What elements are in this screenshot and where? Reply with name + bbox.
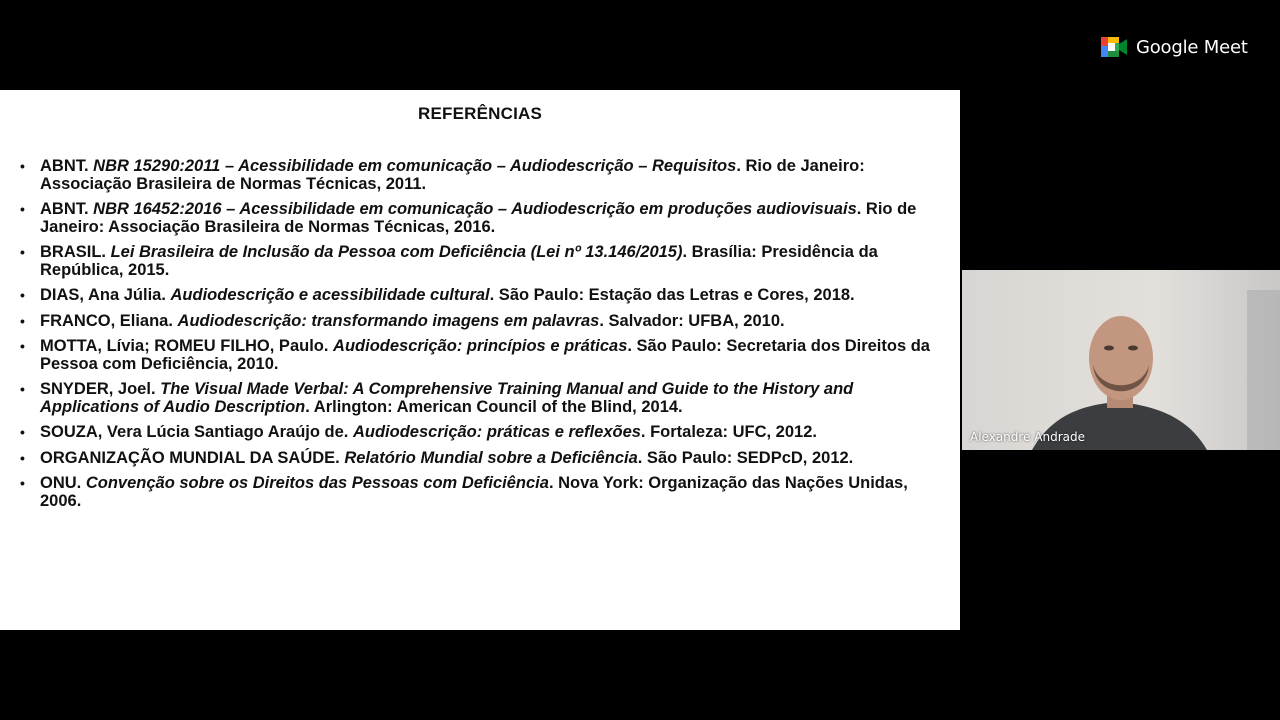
bullet-icon: • (20, 338, 25, 354)
reference-text: . Fortaleza: UFC, 2012. (640, 423, 817, 441)
reference-text: . Salvador: UFBA, 2010. (599, 311, 785, 330)
reference-text: SOUZA, Vera Lúcia Santiago Araújo de. (40, 423, 353, 441)
reference-item (20, 381, 935, 416)
google-meet-icon (1100, 36, 1128, 58)
reference-title: NBR 16452:2016 – Acessibilidade em comunicação – Audiodescrição em produções audiovisuais (93, 200, 857, 218)
reference-text: ORGANIZAÇÃO MUNDIAL DA SAÚDE. (40, 448, 345, 467)
reference-text: DIAS, Ana Júlia. (40, 286, 171, 304)
slide-title: REFERÊNCIAS (417, 104, 543, 123)
reference-item (20, 475, 935, 510)
reference-item (20, 338, 935, 373)
reference-item (20, 424, 935, 442)
google-meet-logo (1100, 34, 1248, 60)
bullet-icon: • (20, 449, 25, 466)
reference-text: ONU. (40, 474, 86, 492)
bullet-icon: • (20, 381, 25, 397)
participant-name: Alexandre Andrade (970, 430, 1085, 444)
bullet-icon: • (20, 475, 25, 491)
bullet-icon: • (20, 312, 25, 329)
reference-title: The Visual Made Verbal: A Comprehensive Training Manual and Guide to the History and Applications of Audio Description (40, 380, 854, 416)
reference-title: Lei Brasileira de Inclusão da Pessoa com Deficiência (Lei nº 13.146/2015) (110, 243, 683, 261)
reference-text: ABNT. (40, 200, 94, 218)
reference-text: . Nova York: Organização das Nações Unidas, 2006. (40, 474, 908, 510)
reference-title: Audiodescrição: princípios e práticas (333, 337, 628, 355)
reference-text: . São Paulo: SEDPcD, 2012. (637, 448, 854, 467)
reference-text: ABNT. (40, 157, 94, 175)
reference-text: . Rio de Janeiro: Associação Brasileira de Normas Técnicas, 2016. (40, 200, 917, 236)
reference-text: . Arlington: American Council of the Blind, 2014. (305, 397, 683, 416)
reference-title: NBR 15290:2011 – Acessibilidade em comunicação – Audiodescrição – Requisitos (93, 157, 737, 175)
reference-item (20, 287, 935, 305)
reference-title: Audiodescrição e acessibilidade cultural (170, 286, 490, 304)
bullet-icon: • (20, 201, 25, 217)
reference-text: BRASIL. (40, 243, 111, 261)
bullet-icon: • (20, 158, 25, 174)
reference-title: Convenção sobre os Direitos das Pessoas com Deficiência (85, 474, 549, 492)
brand-name: Google Meet (1136, 36, 1248, 58)
reference-text: . São Paulo: Secretaria dos Direitos da Pessoa com Deficiência, 2010. (40, 337, 930, 373)
reference-text: MOTTA, Lívia; ROMEU FILHO, Paulo. (40, 337, 334, 355)
reference-item (20, 201, 935, 236)
reference-title: Audiodescrição: transformando imagens em palavras (177, 311, 600, 330)
reference-text: . Brasília: Presidência da República, 2015. (40, 243, 878, 279)
bullet-icon: • (20, 287, 25, 303)
reference-text: . Rio de Janeiro: Associação Brasileira de Normas Técnicas, 2011. (40, 157, 865, 193)
reference-item (20, 450, 935, 468)
reference-list (20, 158, 935, 518)
reference-item (20, 313, 935, 331)
bullet-icon: • (20, 244, 25, 260)
participant-video-frame (962, 270, 1280, 450)
reference-text: SNYDER, Joel. (40, 380, 161, 398)
reference-item (20, 158, 935, 193)
reference-text: FRANCO, Eliana. (40, 311, 178, 330)
reference-item (20, 244, 935, 279)
reference-text: . São Paulo: Estação das Letras e Cores, 2018. (489, 286, 855, 304)
bullet-icon: • (20, 424, 25, 440)
reference-title: Relatório Mundial sobre a Deficiência (344, 448, 638, 467)
presentation-slide (0, 90, 960, 630)
participant-video-tile[interactable] (962, 270, 1280, 450)
reference-title: Audiodescrição: práticas e reflexões (352, 423, 641, 441)
